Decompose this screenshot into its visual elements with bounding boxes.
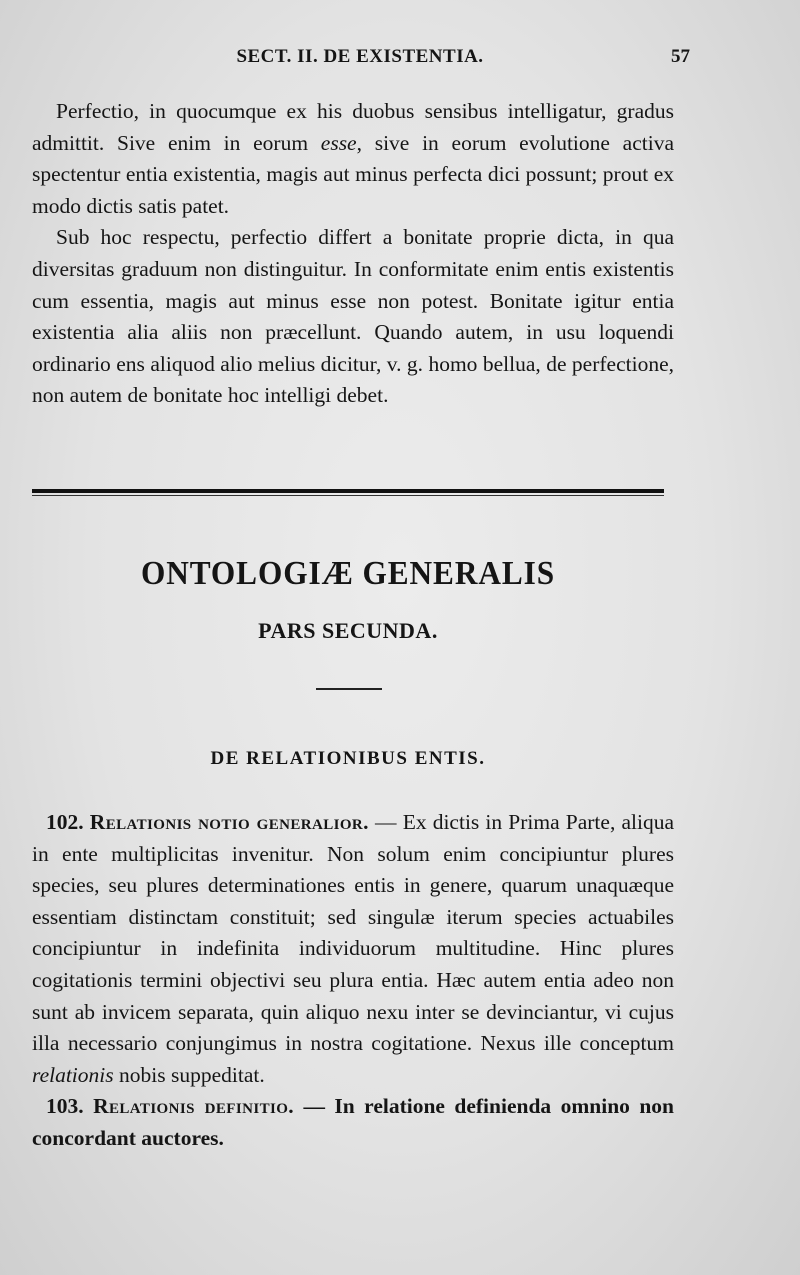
numbered-paragraph: 102. Relationis notio generalior. — Ex dictis in Prima Parte, aliqua in ente multiplicitas invenitur. Non solum enim concipiuntur plures species, seu plures determinationes entis in genere, quarum unaquæque essentiam distinctam constituit; sed singulæ iterum species actuabiles concipiuntur in indefinita individuorum multitudine. Hinc plures cogitationis termini objectivi seu plura entia. Hæc autem entia adeo non sunt ab invicem separata, quin aliquo nexu inter se devinciantur, vi cujus illa necessario conjungimus in nostra cogitatione. Nexus ille conceptum relationis nobis suppeditat. bbox=[32, 810, 674, 1087]
paragraph-number: 103. bbox=[46, 1094, 84, 1119]
section-divider bbox=[32, 489, 664, 497]
paragraph-number: 102. bbox=[46, 810, 84, 834]
running-head bbox=[30, 46, 690, 76]
short-divider bbox=[316, 688, 382, 690]
paragraph-heading: Relationis definitio. bbox=[93, 1094, 295, 1119]
running-head-title: SECT. II. DE EXISTENTIA. bbox=[236, 46, 484, 67]
paragraph: Perfectio, in quocumque ex his duobus sensibus intelligatur, gradus admittit. Sive enim in eorum esse, sive in eorum evolutione activa spectentur entia existentia, magis aut minus perfecta dici possunt; prout ex modo dictis satis patet. bbox=[32, 99, 674, 218]
body-text-bottom bbox=[32, 807, 674, 1155]
emphasis: esse bbox=[320, 130, 357, 155]
numbered-paragraph: 103. Relationis definitio. — In relatione definienda omnino non concordant auctores. bbox=[32, 1094, 674, 1150]
paragraph: Sub hoc respectu, perfectio differt a bonitate proprie dicta, in qua diversitas graduum non distinguitur. In conformitate enim entis existentis cum essentia, magis aut minus esse non potest. Bonitate igitur entia existentia alia aliis non præcellunt. Quando autem, in usu loquendi ordinario ens aliquod alio melius dicitur, v. g. homo bellua, de perfectione, non autem de bonitate hoc intelligi debet. bbox=[32, 225, 674, 408]
emphasis: relationis bbox=[32, 1062, 114, 1087]
part-subtitle: PARS SECUNDA. bbox=[258, 618, 438, 643]
part-title: ONTOLOGIÆ GENERALIS bbox=[140, 555, 556, 592]
paragraph-heading: Relationis notio generalior. bbox=[89, 810, 369, 834]
page-number: 57 bbox=[671, 46, 690, 67]
body-text-top bbox=[32, 96, 674, 412]
chapter-title: DE RELATIONIBUS ENTIS. bbox=[210, 748, 486, 769]
